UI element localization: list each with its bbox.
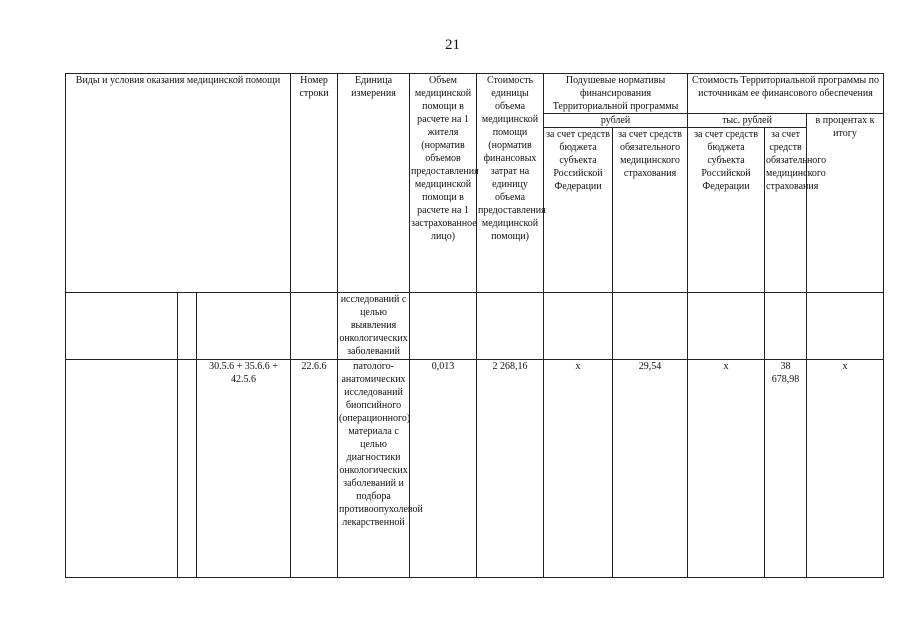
table-row [66,293,884,360]
header-podushevye-normativy: Подушевые нормативы финансирования Территориальной программы [544,74,688,114]
row2-st-oms: 38 678,98 [765,360,807,578]
table-row [66,360,884,578]
page-number: 21 [445,37,460,53]
program-cost-table [65,73,884,578]
row2-blank [66,360,178,578]
row1-blank [66,293,178,360]
header-stoimost-programmy: Стоимость Территориальной программы по источникам ее финансового обеспечения [688,74,884,114]
header-pod-oms: за счет средств обязательного медицинского страхования [613,128,688,293]
row1-pod-budget [544,293,613,360]
row2-code: 30.5.6 + 35.6.6 + 42.5.6 [197,360,291,578]
header-v-procentah: в процентах к итогу [807,114,884,293]
row2-pod-budget: x [544,360,613,578]
row1-nomer [291,293,338,360]
header-obem-pomoshchi: Объем медицинской помощи в расчете на 1 жителя (норматив объемов предоставления медицинской помощи в расчете на 1 застрахованное лицо) [410,74,477,293]
header-unit-tys-rublej: тыс. рублей [688,114,807,128]
row2-edinica: патолого-анатомических исследований биопсийного (операционного) материала с целью диагностики онкологических заболеваний и подбора противоопухолевой лекарственной [338,360,410,578]
row1-st-oms [765,293,807,360]
header-nomer-stroki: Номер строки [291,74,338,293]
row2-indent [178,360,197,578]
row1-edinica: исследований с целью выявления онкологических заболеваний [338,293,410,360]
header-stoimost-edinicy: Стоимость единицы объема медицинской помощи (норматив финансовых затрат на единицу объема предоставления медицинской помощи) [477,74,544,293]
row1-code [197,293,291,360]
header-pod-budget: за счет средств бюджета субъекта Российской Федерации [544,128,613,293]
header-edinica-izmereniya: Единица измерения [338,74,410,293]
row2-st-budget: x [688,360,765,578]
row1-pod-oms [613,293,688,360]
row1-indent [178,293,197,360]
header-vid-usloviya: Виды и условия оказания медицинской помощи [66,74,291,293]
row2-stoimost: 2 268,16 [477,360,544,578]
row1-st-budget [688,293,765,360]
header-st-budget: за счет средств бюджета субъекта Российской Федерации [688,128,765,293]
row1-stoimost [477,293,544,360]
row2-obem: 0,013 [410,360,477,578]
header-unit-rublej: рублей [544,114,688,128]
row2-percent: x [807,360,884,578]
row2-pod-oms: 29,54 [613,360,688,578]
row2-nomer: 22.6.6 [291,360,338,578]
row1-percent [807,293,884,360]
header-st-oms: за счет средств обязательного медицинского страхования [765,128,807,293]
row1-obem [410,293,477,360]
